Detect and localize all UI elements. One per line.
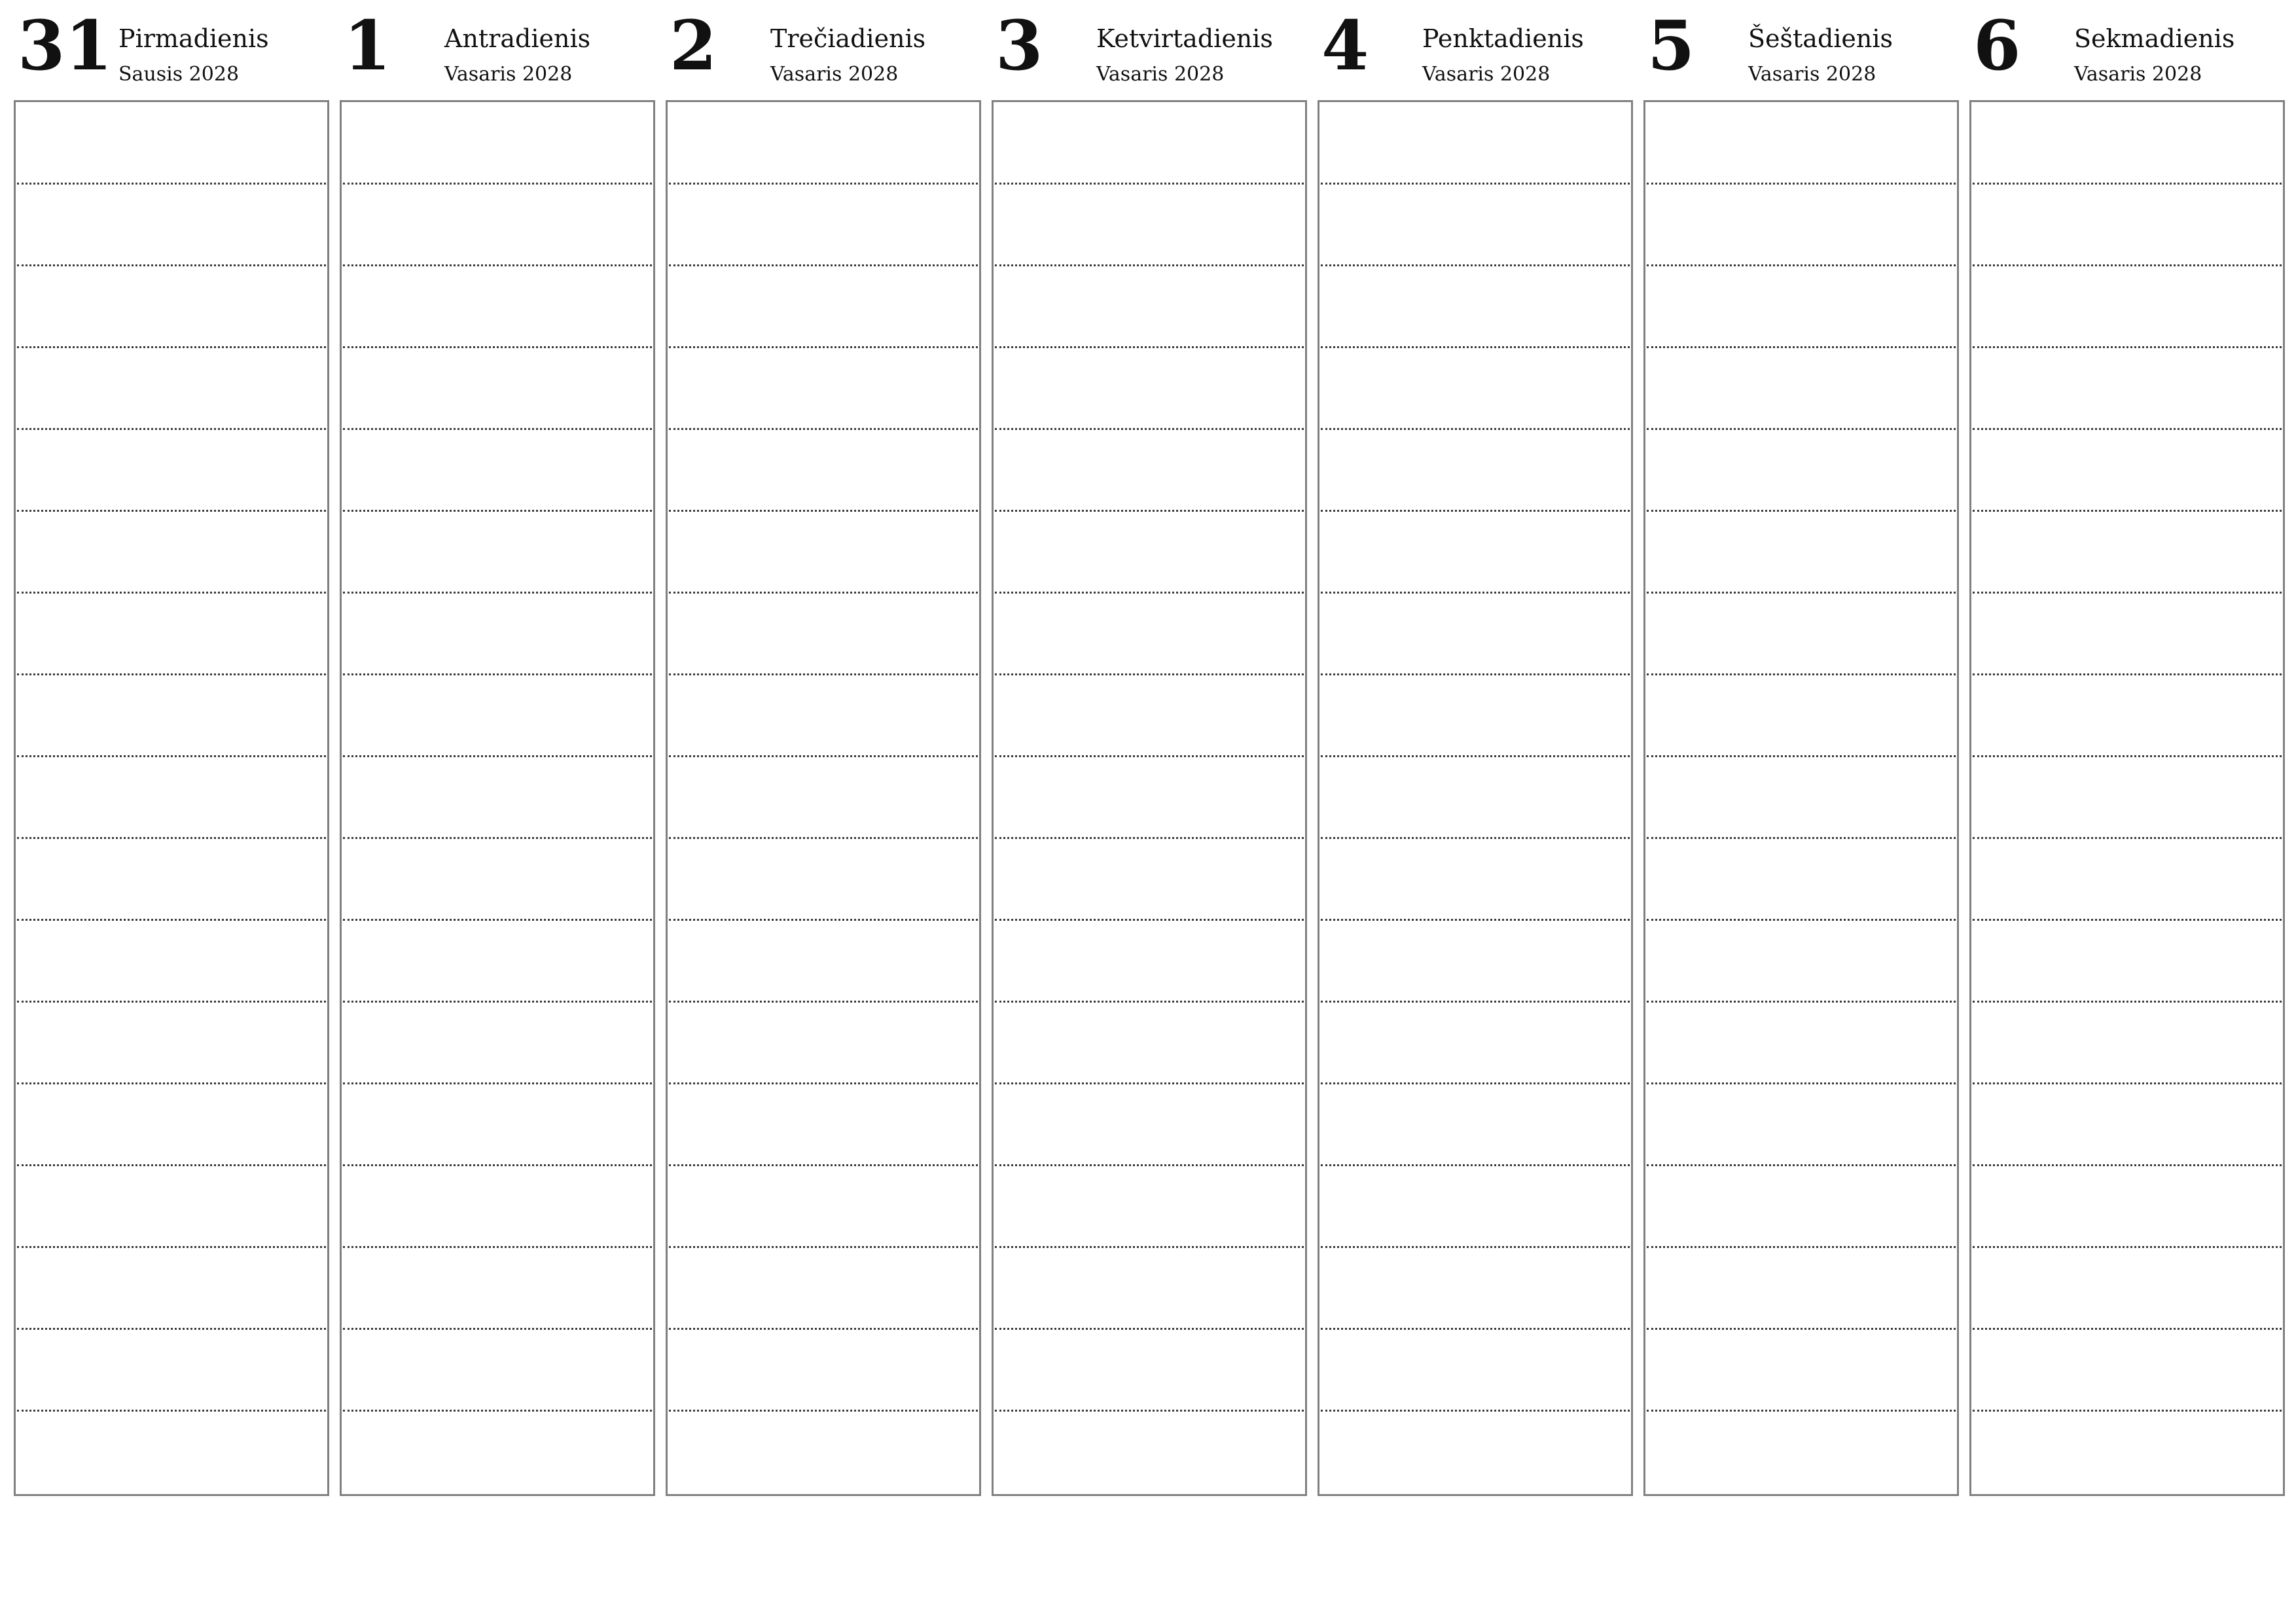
writing-line [1321,1328,1630,1330]
month-year: Vasaris 2028 [1748,63,1876,86]
writing-line [1973,755,2282,757]
writing-line [343,592,652,594]
writing-line [1321,264,1630,266]
writing-line [1973,428,2282,430]
day-notes-box[interactable] [14,100,329,1496]
writing-line [1973,183,2282,185]
writing-line [1321,346,1630,348]
writing-line [1647,1001,1956,1003]
writing-line [17,837,326,839]
writing-line [1647,1082,1956,1084]
weekday-name: Šeštadienis [1748,24,1893,53]
day-notes-box[interactable] [666,100,981,1496]
writing-line [343,1410,652,1412]
writing-line [1321,673,1630,675]
day-number: 1 [344,5,391,86]
writing-line [343,755,652,757]
writing-line [1973,1164,2282,1166]
writing-line [1647,428,1956,430]
writing-line [343,837,652,839]
day-number: 6 [1973,5,2021,86]
day-number: 4 [1321,5,1369,86]
writing-line [17,1082,326,1084]
day-column [992,0,1306,1499]
writing-line [995,755,1304,757]
writing-line [1973,1410,2282,1412]
day-notes-box[interactable] [1969,100,2285,1496]
writing-line [1321,919,1630,921]
weekday-name: Antradienis [444,24,591,53]
month-year: Sausis 2028 [118,63,240,86]
writing-line [17,1410,326,1412]
writing-line [669,1246,978,1248]
month-year: Vasaris 2028 [770,63,899,86]
writing-line [669,755,978,757]
day-column [1643,0,1958,1499]
writing-line [1973,673,2282,675]
day-notes-box[interactable] [340,100,655,1496]
day-number: 2 [670,5,717,86]
day-column [1969,0,2284,1499]
writing-line [1973,264,2282,266]
writing-line [995,264,1304,266]
writing-line [1647,919,1956,921]
writing-line [17,346,326,348]
writing-line [669,1164,978,1166]
writing-line [995,837,1304,839]
writing-line [1647,1410,1956,1412]
writing-line [669,1328,978,1330]
writing-line [669,673,978,675]
writing-line [995,919,1304,921]
day-column [1318,0,1632,1499]
writing-line [17,673,326,675]
writing-line [995,428,1304,430]
writing-line [17,755,326,757]
writing-line [1647,1164,1956,1166]
writing-line [1973,1246,2282,1248]
day-number: 31 [18,5,113,86]
writing-line [669,510,978,512]
writing-line [669,346,978,348]
writing-line [669,919,978,921]
writing-line [343,1328,652,1330]
writing-line [1973,592,2282,594]
writing-line [1647,1246,1956,1248]
weekday-name: Ketvirtadienis [1096,24,1273,53]
weekday-name: Trečiadienis [770,24,926,53]
month-year: Vasaris 2028 [1096,63,1225,86]
writing-line [1973,837,2282,839]
writing-line [669,183,978,185]
writing-line [343,1082,652,1084]
writing-line [1321,183,1630,185]
day-column [340,0,654,1499]
writing-line [343,919,652,921]
day-number: 3 [996,5,1043,86]
weekday-name: Penktadienis [1422,24,1584,53]
writing-line [17,1164,326,1166]
day-column [14,0,328,1499]
writing-line [1321,1082,1630,1084]
writing-line [17,264,326,266]
writing-line [17,919,326,921]
writing-line [669,1410,978,1412]
writing-line [995,1001,1304,1003]
writing-line [17,183,326,185]
writing-line [343,183,652,185]
writing-line [1647,264,1956,266]
writing-line [1973,346,2282,348]
writing-line [1973,1328,2282,1330]
month-year: Vasaris 2028 [444,63,573,86]
writing-line [1647,673,1956,675]
writing-line [669,837,978,839]
writing-line [1321,592,1630,594]
writing-line [995,673,1304,675]
writing-line [995,183,1304,185]
writing-line [669,1001,978,1003]
writing-line [343,510,652,512]
writing-line [1973,919,2282,921]
writing-line [343,346,652,348]
writing-line [1647,755,1956,757]
writing-line [995,1082,1304,1084]
day-number: 5 [1647,5,1695,86]
writing-line [669,428,978,430]
writing-line [343,1001,652,1003]
writing-line [17,592,326,594]
writing-line [995,592,1304,594]
writing-line [1973,1082,2282,1084]
writing-line [17,510,326,512]
writing-line [995,346,1304,348]
writing-line [1973,510,2282,512]
writing-line [1647,510,1956,512]
day-column [666,0,980,1499]
writing-line [343,1164,652,1166]
writing-line [1647,837,1956,839]
month-year: Vasaris 2028 [1422,63,1551,86]
writing-line [17,1246,326,1248]
weekday-name: Pirmadienis [118,24,269,53]
day-notes-box[interactable] [992,100,1307,1496]
writing-line [995,1246,1304,1248]
writing-line [995,1410,1304,1412]
writing-line [1321,755,1630,757]
writing-line [1647,346,1956,348]
writing-line [1647,592,1956,594]
writing-line [995,1164,1304,1166]
weekday-name: Sekmadienis [2074,24,2235,53]
month-year: Vasaris 2028 [2074,63,2202,86]
writing-line [1973,1001,2282,1003]
writing-line [1321,1001,1630,1003]
writing-line [17,1328,326,1330]
day-notes-box[interactable] [1318,100,1633,1496]
writing-line [343,264,652,266]
writing-line [995,1328,1304,1330]
writing-line [343,673,652,675]
writing-line [669,264,978,266]
writing-line [1647,183,1956,185]
writing-line [669,1082,978,1084]
writing-line [1647,1328,1956,1330]
writing-line [343,428,652,430]
writing-line [1321,510,1630,512]
writing-line [995,510,1304,512]
writing-line [17,428,326,430]
writing-line [1321,837,1630,839]
day-notes-box[interactable] [1643,100,1959,1496]
writing-line [1321,1164,1630,1166]
writing-line [669,592,978,594]
writing-line [1321,428,1630,430]
writing-line [343,1246,652,1248]
writing-line [1321,1246,1630,1248]
writing-line [17,1001,326,1003]
writing-line [1321,1410,1630,1412]
